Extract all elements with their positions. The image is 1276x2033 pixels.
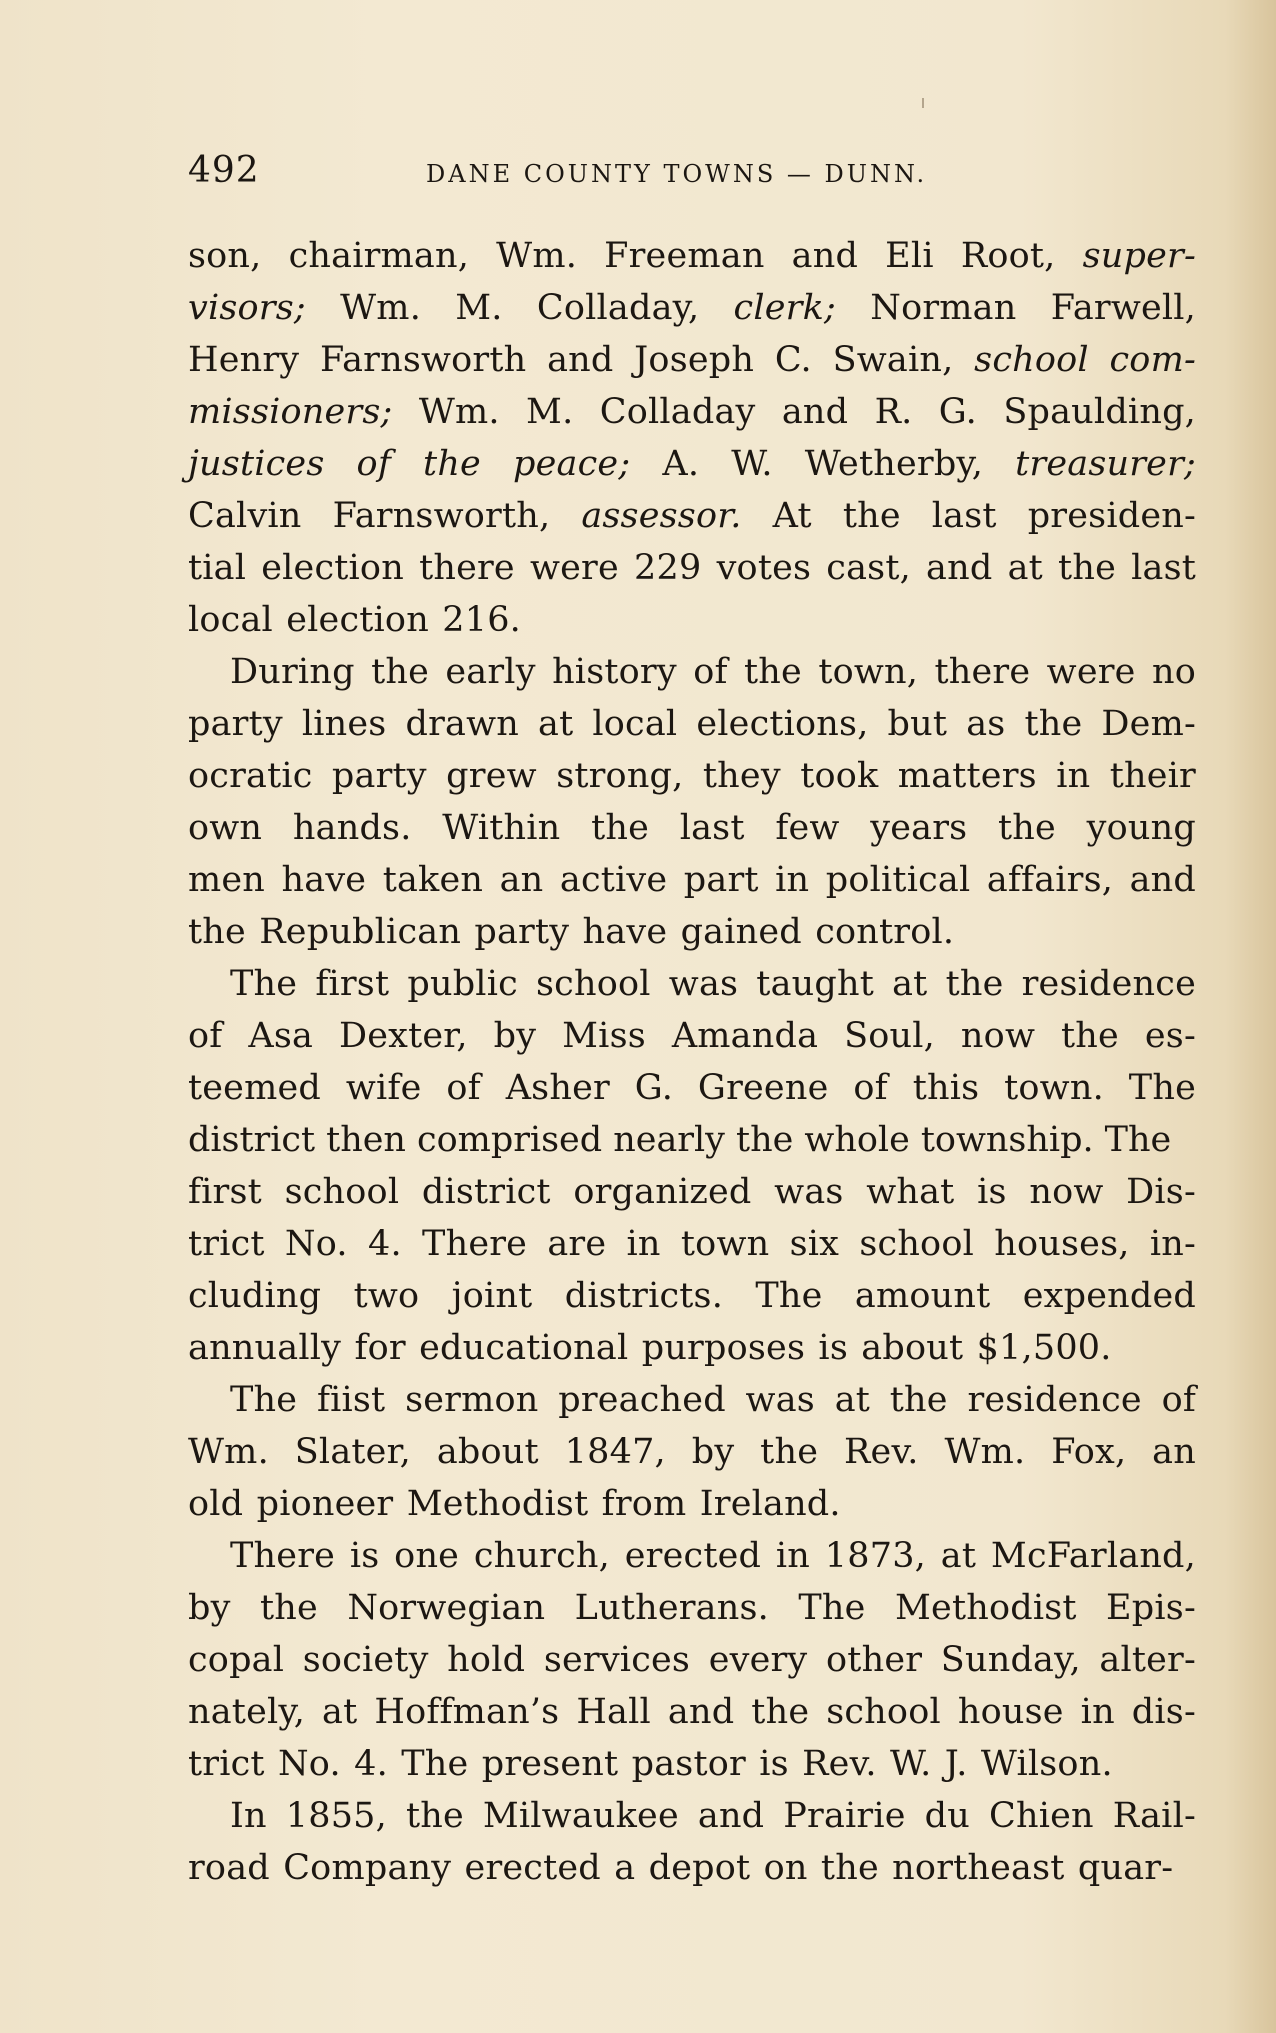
text-segment: During the early history of the town, there were no [230, 652, 1196, 692]
text-segment: trict No. 4. There are in town six school houses, in- [188, 1224, 1196, 1264]
text-line [188, 1270, 1196, 1322]
text-line [188, 282, 1196, 334]
italic-text-segment: treasurer; [1015, 444, 1196, 484]
text-segment: own hands. Within the last few years the young [188, 808, 1196, 848]
text-line [188, 386, 1196, 438]
text-line [188, 542, 1196, 594]
text-line [188, 1842, 1196, 1894]
text-segment: teemed wife of Asher G. Greene of this town. The [188, 1068, 1196, 1108]
text-segment: trict No. 4. The present pastor is Rev. W. J. Wilson. [188, 1744, 1113, 1784]
text-segment: Wm. Slater, about 1847, by the Rev. Wm. Fox, an [188, 1432, 1196, 1472]
text-line [188, 1166, 1196, 1218]
text-segment: cluding two joint districts. The amount expended [188, 1276, 1196, 1316]
text-line [188, 1686, 1196, 1738]
text-segment: At the last presiden- [741, 496, 1196, 536]
text-segment: Wm. M. Colladay, [305, 288, 734, 328]
text-line [188, 490, 1196, 542]
italic-text-segment: super- [1082, 236, 1196, 276]
text-segment: old pioneer Methodist from Ireland. [188, 1484, 841, 1524]
text-segment: Norman Farwell, [836, 288, 1197, 328]
text-segment: Henry Farnsworth and Joseph C. Swain, [188, 340, 975, 380]
body-text [188, 230, 1196, 1894]
text-line [188, 1582, 1196, 1634]
text-segment: ocratic party grew strong, they took matters in their [188, 756, 1196, 796]
running-head-title: DANE COUNTY TOWNS — DUNN. [426, 160, 928, 188]
text-segment: local election 216. [188, 600, 522, 640]
text-line [188, 1530, 1196, 1582]
text-segment: Calvin Farnsworth, [188, 496, 582, 536]
text-segment: In 1855, the Milwaukee and Prairie du Chien Rail- [230, 1796, 1196, 1836]
text-line [188, 334, 1196, 386]
paper-speck [922, 98, 924, 108]
text-segment: Wm. M. Colladay and R. G. Spaulding, [392, 392, 1196, 432]
italic-text-segment: visors; [188, 288, 306, 328]
text-line [188, 230, 1196, 282]
text-segment: party lines drawn at local elections, but as the Dem- [188, 704, 1196, 744]
italic-text-segment: missioners; [188, 392, 393, 432]
text-line [188, 1010, 1196, 1062]
text-line [188, 1218, 1196, 1270]
text-segment: annually for educational purposes is about $1,500. [188, 1328, 1112, 1368]
text-segment: tial election there were 229 votes cast, and at the last [188, 548, 1196, 588]
text-segment: district then comprised nearly the whole township. The [188, 1120, 1172, 1160]
text-segment: A. W. Wetherby, [630, 444, 1016, 484]
italic-text-segment: justices of the peace; [188, 444, 631, 484]
italic-text-segment: assessor. [581, 496, 742, 536]
text-segment: The fiist sermon preached was at the residence of [230, 1380, 1196, 1420]
text-line [188, 1738, 1196, 1790]
text-line [188, 1478, 1196, 1530]
text-line [188, 750, 1196, 802]
text-segment: first school district organized was what is now Dis- [188, 1172, 1196, 1212]
text-segment: by the Norwegian Lutherans. The Methodist Epis- [188, 1588, 1196, 1628]
text-line [188, 1634, 1196, 1686]
text-segment: road Company erected a depot on the northeast quar- [188, 1848, 1174, 1888]
text-line [188, 802, 1196, 854]
text-segment: There is one church, erected in 1873, at McFarland, [230, 1536, 1196, 1576]
text-line [188, 958, 1196, 1010]
text-segment: men have taken an active part in political affairs, and [188, 860, 1196, 900]
italic-text-segment: clerk; [733, 288, 836, 328]
text-segment: copal society hold services every other Sunday, alter- [188, 1640, 1196, 1680]
text-line [188, 906, 1196, 958]
text-line [188, 854, 1196, 906]
text-segment: of Asa Dexter, by Miss Amanda Soul, now the es- [188, 1016, 1196, 1056]
text-line [188, 1426, 1196, 1478]
text-line [188, 594, 1196, 646]
text-segment: nately, at Hoffman’s Hall and the school house in dis- [188, 1692, 1196, 1732]
text-line [188, 1374, 1196, 1426]
text-line [188, 698, 1196, 750]
page-number: 492 [188, 150, 260, 191]
text-line [188, 438, 1196, 490]
text-line [188, 1062, 1196, 1114]
text-line [188, 1322, 1196, 1374]
running-head [188, 150, 988, 198]
text-segment: The first public school was taught at the residence [230, 964, 1196, 1004]
text-segment: son, chairman, Wm. Freeman and Eli Root, [188, 236, 1083, 276]
text-line [188, 646, 1196, 698]
text-segment: the Republican party have gained control. [188, 912, 955, 952]
text-line [188, 1790, 1196, 1842]
italic-text-segment: school com- [974, 340, 1196, 380]
text-line [188, 1114, 1196, 1166]
